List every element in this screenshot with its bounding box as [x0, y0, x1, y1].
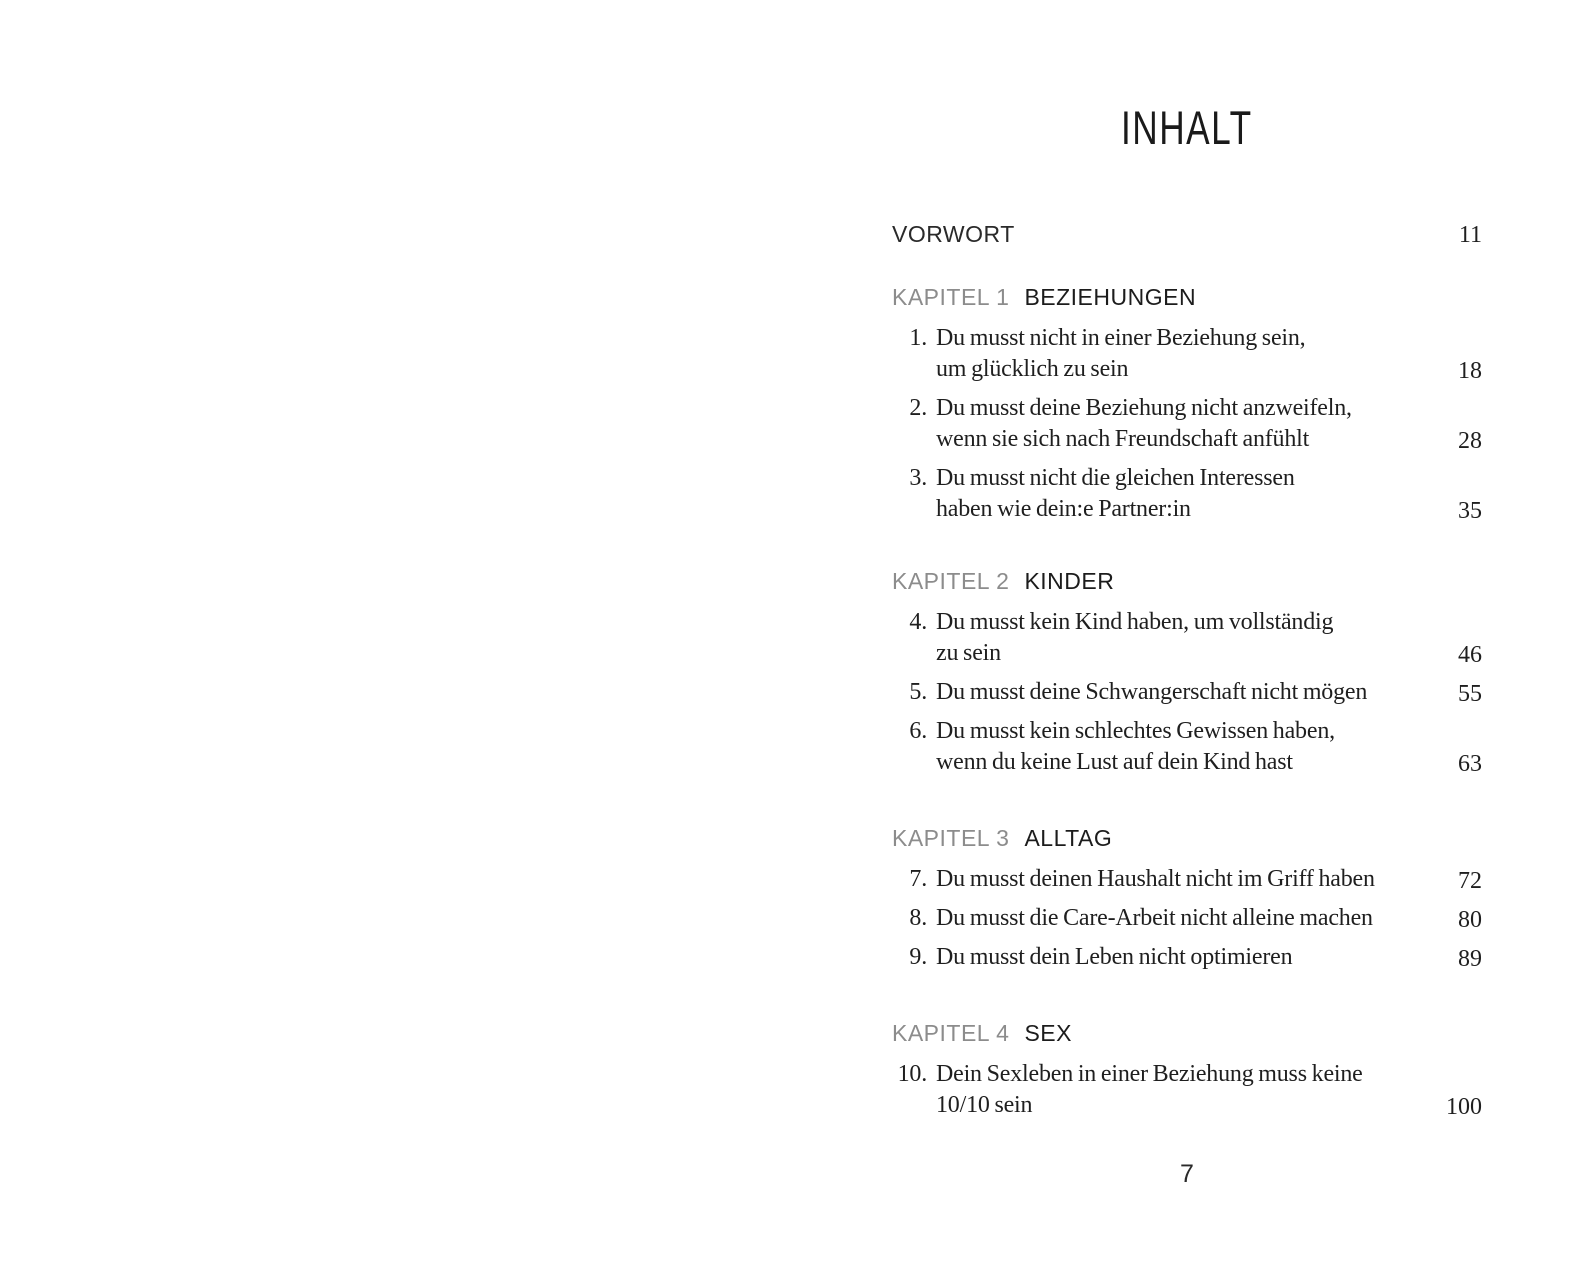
- toc-item-number: 1.: [909, 325, 927, 351]
- vorwort-page-number: 11: [1458, 222, 1482, 248]
- page-title-text: INHALT: [1121, 101, 1253, 154]
- toc-item-line: wenn du keine Lust auf dein Kind hast: [936, 749, 1293, 775]
- toc-item-number: 7.: [909, 866, 927, 892]
- chapter-heading: [892, 567, 1482, 595]
- page-title: [892, 103, 1482, 154]
- toc-item-number: 9.: [909, 944, 927, 970]
- toc-item-page: 80: [1458, 907, 1482, 933]
- toc-item-number: 5.: [909, 679, 927, 705]
- toc-item: [892, 864, 1482, 895]
- toc-item-title: [936, 393, 1458, 455]
- toc-item-number: 3.: [909, 465, 927, 491]
- toc-item: [892, 323, 1482, 385]
- toc-item-line: Du musst deine Beziehung nicht anzweifeln,: [936, 395, 1352, 421]
- toc-item-title: [936, 716, 1458, 778]
- chapter-label: KAPITEL 2: [892, 568, 1010, 594]
- toc-item-title: [936, 463, 1458, 525]
- toc-item-number: 4.: [909, 609, 927, 635]
- toc-item-page: 89: [1458, 946, 1482, 972]
- toc-item-line: 10/10 sein: [936, 1092, 1033, 1118]
- toc-item-page: 100: [1446, 1094, 1482, 1120]
- toc-item-line: Du musst nicht in einer Beziehung sein,: [936, 325, 1306, 351]
- toc-item-title: [936, 1059, 1446, 1121]
- toc-item-number: 10.: [897, 1061, 927, 1087]
- toc-item-number: 8.: [909, 905, 927, 931]
- toc-item-page: 55: [1458, 681, 1482, 707]
- toc-section-kapitel-3: [892, 824, 1482, 973]
- toc-item-number: 6.: [909, 718, 927, 744]
- toc-item-number: 2.: [909, 395, 927, 421]
- toc-item: [892, 393, 1482, 455]
- toc-item-line: Du musst kein Kind haben, um vollständig: [936, 609, 1334, 635]
- toc-item-line: Du musst deinen Haushalt nicht im Griff haben: [936, 866, 1375, 892]
- chapter-heading: [892, 283, 1482, 311]
- toc-section-kapitel-2: [892, 567, 1482, 778]
- toc-item: [892, 1059, 1482, 1121]
- toc-item: [892, 716, 1482, 778]
- toc-item: [892, 903, 1482, 934]
- chapter-name: SEX: [1024, 1020, 1072, 1046]
- table-of-contents: [892, 220, 1482, 1121]
- toc-item-line: Du musst nicht die gleichen Interessen: [936, 465, 1295, 491]
- toc-item-line: Du musst dein Leben nicht optimieren: [936, 944, 1293, 970]
- chapter-name: ALLTAG: [1024, 825, 1113, 851]
- toc-item-page: 18: [1458, 358, 1482, 384]
- toc-item: [892, 607, 1482, 669]
- vorwort-label: VORWORT: [892, 221, 1015, 247]
- toc-item-page: 46: [1458, 642, 1482, 668]
- toc-item-title: [936, 607, 1458, 669]
- toc-section-kapitel-1: [892, 283, 1482, 525]
- toc-item: [892, 463, 1482, 525]
- toc-item-line: Du musst deine Schwangerschaft nicht mögen: [936, 679, 1368, 705]
- toc-item-line: zu sein: [936, 640, 1001, 666]
- toc-item: [892, 677, 1482, 708]
- chapter-heading: [892, 824, 1482, 852]
- chapter-heading: [892, 1019, 1482, 1047]
- toc-item-title: [936, 903, 1458, 934]
- chapter-label: KAPITEL 1: [892, 284, 1010, 310]
- toc-item-line: wenn sie sich nach Freundschaft anfühlt: [936, 426, 1310, 452]
- chapter-label: KAPITEL 4: [892, 1020, 1010, 1046]
- toc-item-title: [936, 677, 1458, 708]
- chapter-name: KINDER: [1024, 568, 1115, 594]
- chapter-label: KAPITEL 3: [892, 825, 1010, 851]
- toc-item-page: 72: [1458, 868, 1482, 894]
- toc-item-page: 28: [1458, 428, 1482, 454]
- toc-item-title: [936, 864, 1458, 895]
- toc-item-page: 63: [1458, 751, 1482, 777]
- toc-row-vorwort: [892, 220, 1482, 249]
- toc-section-kapitel-4: [892, 1019, 1482, 1121]
- toc-item: [892, 942, 1482, 973]
- toc-item-line: Du musst die Care-Arbeit nicht alleine machen: [936, 905, 1373, 931]
- toc-item-line: um glücklich zu sein: [936, 356, 1129, 382]
- toc-item-line: haben wie dein:e Partner:in: [936, 496, 1191, 522]
- folio-page-number: 7: [1180, 1160, 1194, 1188]
- toc-item-title: [936, 323, 1458, 385]
- toc-item-line: Du musst kein schlechtes Gewissen haben,: [936, 718, 1335, 744]
- toc-item-title: [936, 942, 1458, 973]
- toc-item-line: Dein Sexleben in einer Beziehung muss keine: [936, 1061, 1363, 1087]
- chapter-name: BEZIEHUNGEN: [1024, 284, 1197, 310]
- toc-item-page: 35: [1458, 498, 1482, 524]
